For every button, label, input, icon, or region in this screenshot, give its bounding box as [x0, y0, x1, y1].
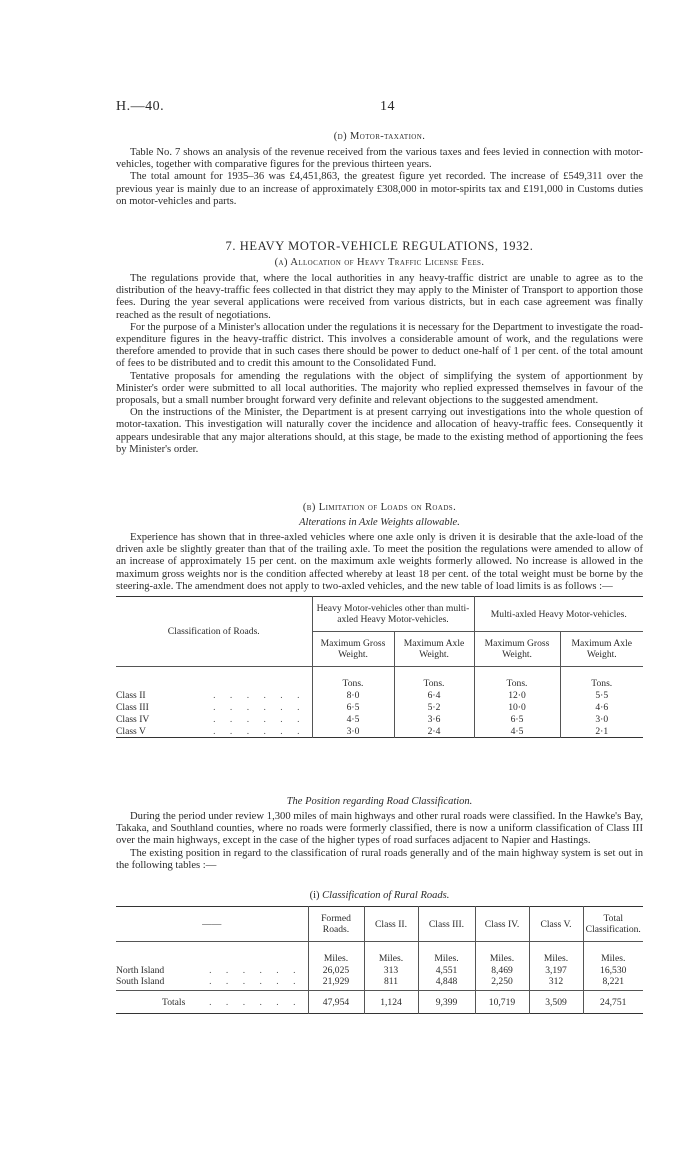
cell: 3·6 [394, 713, 474, 725]
cell: 21,929 [308, 976, 364, 991]
page-reference: H.—40. [116, 99, 165, 114]
subsection-b-heading: (b) Limitation of Loads on Roads. [302, 502, 457, 513]
header-class-ii: Class II. [364, 907, 418, 942]
unit-label: Miles. [418, 942, 475, 965]
road-classification-heading: The Position regarding Road Classification. [286, 796, 473, 807]
leader-dots: . . . . . . [213, 713, 306, 725]
cell: 2,250 [475, 976, 529, 991]
cell: 10·0 [474, 701, 560, 713]
row-label: South Island [116, 976, 165, 987]
unit-label: Tons. [560, 667, 643, 690]
cell: 312 [529, 976, 583, 991]
paragraph: The total amount for 1935–36 was £4,451,863, the greatest figure yet recorded. The increase of £549,311 over the previous year is mainly due to an increase of approximately £308,000 in motor-spirits tax and £191,000 in Customs duties on motor-vehicles and parts. [116, 171, 643, 207]
col-classification-header: Classification of Roads. [167, 626, 260, 637]
unit-label: Miles. [364, 942, 418, 965]
cell: 4·5 [312, 713, 394, 725]
table-row [116, 976, 643, 991]
cell: 3·0 [560, 713, 643, 725]
blank-header-dash: —— [202, 918, 222, 930]
cell: 3,509 [529, 991, 583, 1014]
leader-dots: . . . . . . [209, 996, 302, 1008]
unit-label: Miles. [308, 942, 364, 965]
row-label: Class IV [116, 713, 150, 725]
leader-dots: . . . . . . [213, 689, 306, 701]
page-number: 14 [380, 99, 395, 114]
motor-taxation-text [116, 147, 643, 208]
table-row [116, 713, 643, 725]
leader-dots: . . . . . . [209, 964, 302, 976]
header-total-classification: Total Classification. [583, 907, 643, 942]
totals-row [116, 991, 643, 1014]
cell: 2·4 [394, 725, 474, 738]
cell: 5·5 [560, 689, 643, 701]
row-label: Class II [116, 689, 146, 701]
cell: 4,551 [418, 964, 475, 976]
cell: 1,124 [364, 991, 418, 1014]
cell: 6·4 [394, 689, 474, 701]
header-class-v: Class V. [529, 907, 583, 942]
paragraph: On the instructions of the Minister, the Department is at present carrying out investigations into the whole question of motor-taxation. This investigation will naturally cover the incidence and allocation of heavy-traffic fees. Consequently it appears undesirable that any major alterations should, at this stage, be made to the existing method of apportioning the fees by Minister's order. [116, 407, 643, 455]
subsection-b-subheading: Alterations in Axle Weights allowable. [299, 517, 460, 528]
paragraph: For the purpose of a Minister's allocation under the regulations it is necessary for the Department to investigate the road-expenditure figures in the heavy-traffic district. This involves a considerable amount of work, and the regulations were therefore amended to provide that in such cases there should be power to deduct one-half of 1 per cent. of the total amount of fees to be distributed and to credit this amount to the Consolidated Fund. [116, 321, 643, 370]
totals-label: Totals [162, 996, 186, 1008]
road-classification-text [116, 811, 643, 872]
header-class-iv: Class IV. [475, 907, 529, 942]
load-limits-table [116, 596, 643, 744]
cell: 8,469 [475, 964, 529, 976]
cell: 6·5 [474, 713, 560, 725]
table-number: (i) [309, 890, 320, 901]
rural-roads-table-title [116, 890, 643, 901]
cell: 8,221 [583, 976, 643, 991]
row-label: North Island [116, 964, 165, 976]
cell: 3·0 [312, 725, 394, 738]
table-row [116, 701, 643, 713]
paragraph: During the period under review 1,300 miles of main highways and other rural roads were classified. In the Hawke's Bay, Takaka, and Southland counties, where no roads were formerly classified, there is now a uniform classification of Class III over the main highways, except in the case of the higher types of road surfaces adjacent to Napier and Hastings. [116, 811, 643, 847]
unit-label: Tons. [474, 667, 560, 690]
cell: 6·5 [312, 701, 394, 713]
leader-dots: . . . . . . [209, 976, 302, 987]
cell: 8·0 [312, 689, 394, 701]
row-label: Class V [116, 725, 146, 737]
unit-label: Miles. [475, 942, 529, 965]
row-label: Class III [116, 701, 149, 713]
cell: 24,751 [583, 991, 643, 1014]
leader-dots: . . . . . . [213, 701, 306, 713]
cell: 4·5 [474, 725, 560, 738]
paragraph: Tentative proposals for amending the regulations with the object of simplifying the system of apportionment by Minister's order were submitted to all local authorities. The majority who replied expressed themselves in favour of the proposals, but a small number brought forward very definite and relevant objections to the suggested amendment. [116, 370, 643, 407]
header-formed-roads: Formed Roads. [308, 907, 364, 942]
unit-label: Tons. [394, 667, 474, 690]
paragraph: Table No. 7 shows an analysis of the revenue received from the various taxes and fees levied in connection with motor-vehicles, together with comparative figures for the previous thirteen years. [116, 147, 643, 171]
paragraph: Experience has shown that in three-axled vehicles where one axle only is driven it is desirable that the axle-load of the driven axle be slightly greater than that of the trailing axle. To meet the position the regulations were amended to allow of an increase of approximately 15 per cent. on the maximum axle weights formerly allowed. No increase is allowed in the maximum gross weights nor is the condition affected whereby at least 18 per cent. of the total weight must be borne by the steering-axle. The amendment does not apply to two-axled vehicles, and the new table of load limits is as follows :— [116, 532, 643, 592]
paragraph: The regulations provide that, where the local authorities in any heavy-traffic district are unable to agree as to the distribution of the heavy-traffic fees collected in that district they may apply to the Minister of Transport to apportion those fees. During the year several applications were received from various districts, but in each case agreement was finally reached as the result of negotiations. [116, 273, 643, 321]
table-row [116, 725, 643, 738]
cell: 16,530 [583, 964, 643, 976]
leader-dots: . . . . . . [213, 725, 306, 737]
subheader-gross-weight: Maximum Gross Weight. [312, 632, 394, 667]
subheader-gross-weight: Maximum Gross Weight. [474, 632, 560, 667]
cell: 313 [364, 964, 418, 976]
section-7-title: 7. HEAVY MOTOR-VEHICLE REGULATIONS, 1932. [225, 239, 534, 253]
motor-taxation-heading: (d) Motor-taxation. [333, 131, 426, 142]
cell: 4,848 [418, 976, 475, 991]
cell: 2·1 [560, 725, 643, 738]
cell: 10,719 [475, 991, 529, 1014]
cell: 9,399 [418, 991, 475, 1014]
cell: 4·6 [560, 701, 643, 713]
cell: 26,025 [308, 964, 364, 976]
cell: 12·0 [474, 689, 560, 701]
cell: 47,954 [308, 991, 364, 1014]
cell: 3,197 [529, 964, 583, 976]
subheader-axle-weight: Maximum Axle Weight. [560, 632, 643, 667]
unit-label: Miles. [529, 942, 583, 965]
unit-label: Tons. [312, 667, 394, 690]
cell: 5·2 [394, 701, 474, 713]
table-row [116, 964, 643, 976]
subsection-a-heading: (a) Allocation of Heavy Traffic License Fees. [274, 257, 485, 268]
subsection-a-text [116, 273, 643, 456]
table-title: Classification of Rural Roads. [322, 890, 450, 901]
subsection-b-text [116, 532, 643, 593]
group-header-standard: Heavy Motor-vehicles other than multi-axled Heavy Motor-vehicles. [312, 597, 474, 632]
rural-roads-table [116, 906, 643, 1016]
paragraph: The existing position in regard to the classification of rural roads generally and of the main highway system is set out in the following tables :— [116, 847, 643, 871]
subheader-axle-weight: Maximum Axle Weight. [394, 632, 474, 667]
header-class-iii: Class III. [418, 907, 475, 942]
table-row [116, 689, 643, 701]
cell: 811 [364, 976, 418, 991]
unit-label: Miles. [583, 942, 643, 965]
group-header-multi-axled: Multi-axled Heavy Motor-vehicles. [474, 597, 643, 632]
